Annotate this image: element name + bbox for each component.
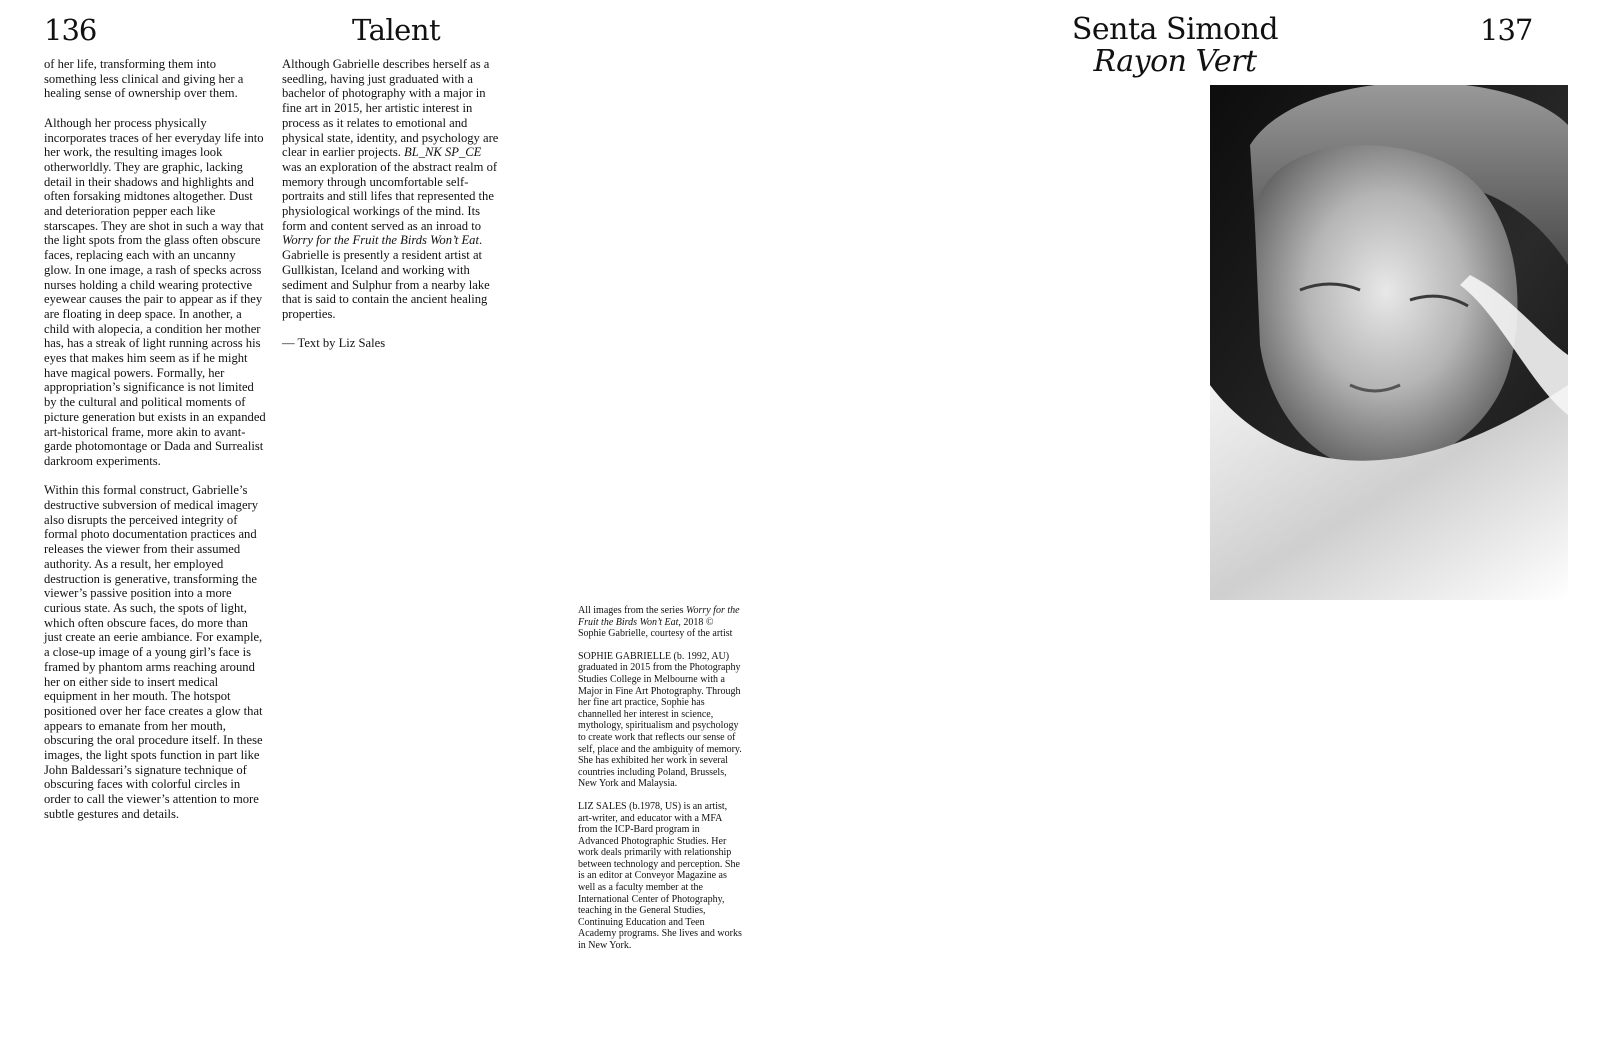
writer-bio: LIZ SALES (b.1978, US) is an artist, art-writer, and educator with a MFA from the ICP-Bard program in Advanced Photographic Studies. Her work deals primarily with relationship between technology and perception. She is an editor at Conveyor Magazine as well as a faculty member at the International Center of Photography, teaching in the General Studies, Continuing Education and Teen Academy programs. She lives and works in New York. (578, 800, 742, 952)
story-subtitle: Rayon Vert (1093, 44, 1257, 79)
body-paragraph: of her life, transforming them into something less clinical and giving her a healing sense of ownership over them. (44, 57, 244, 101)
text-run: Although Gabrielle describes herself as a seedling, having just graduated with a bachelor of photography with a major in fine art in 2015, her artistic interest in process as it relates to emotional and physical state, identity, and psychology are clear in earlier projects. (282, 57, 499, 160)
body-paragraph: Although her process physically incorporates traces of her everyday life into her work, the resulting images look otherworldly. They are graphic, lacking detail in their shadows and highlights and often forsaking midtones altogether. Dust and deterioration pepper each like starscapes. They are shot in such a way that the light spots from the glass often obscure faces, replacing each with an uncanny glow. In one image, a rash of specks across nurses holding a child wearing protective eyewear causes the pair to appear as if they are floating in deep space. In another, a child with alopecia, a condition her mother has, has a streak of light running across his eyes that makes him seem as if he might have magical powers. Formally, her appropriation’s significance is not limited by the cultural and political moments of picture generation but exists in an expanded art-historical frame, more akin to avant-garde photomontage or Dada and Surrealist darkroom experiments. (44, 115, 266, 468)
story-title: Senta Simond (1071, 12, 1279, 47)
portrait-photo (1210, 85, 1568, 600)
body-column-2 (282, 57, 504, 366)
caption-column (578, 605, 742, 963)
text-run: All images from the series (578, 605, 687, 616)
section-title: Talent (352, 13, 441, 47)
project-title: BL_NK SP_CE (404, 145, 482, 160)
portrait-photo-image (1210, 85, 1568, 600)
page-number-left: 136 (44, 13, 97, 47)
series-title: Worry for the Fruit the Birds Won’t Eat (578, 605, 740, 628)
text-run: . Gabrielle is presently a resident artist at Gullkistan, Iceland and working with sediment and Sulphur from a nearby lake that is said to contain the ancient healing properties. (282, 233, 490, 321)
author-credit: — Text by Liz Sales (282, 336, 386, 351)
text-run: , 2018 © Sophie Gabrielle, courtesy of the artist (578, 616, 733, 640)
body-column-1 (44, 57, 266, 836)
body-paragraph: Within this formal construct, Gabrielle’s destructive subversion of medical imagery also disrupts the perceived integrity of formal photo documentation practices and releases the viewer from their assumed authority. As a result, her employed destruction is generative, transforming the viewer’s passive position into a more curious state. As such, the spots of light, which often obscure faces, do more than just create an eerie ambiance. For example, a close-up image of a young girl’s face is framed by phantom arms reaching around her on either side to insert medical equipment in her mouth. The hotspot positioned over her face creates a glow that appears to emanate from her mouth, obscuring the oral procedure itself. In these images, the light spots function in part like John Baldessari’s signature technique of obscuring faces with colorful circles in order to call the viewer’s attention to more subtle gestures and details. (44, 483, 263, 821)
series-title: Worry for the Fruit the Birds Won’t Eat (282, 233, 479, 248)
story-title-block (1060, 14, 1290, 78)
text-run: was an exploration of the abstract realm of memory through uncomfortable self-portraits and still lifes that represented the physiological workings of the mind. Its form and content served as an inroad to (282, 159, 498, 233)
body-paragraph (282, 57, 504, 322)
image-credit (578, 605, 742, 640)
artist-bio: SOPHIE GABRIELLE (b. 1992, AU) graduated in 2015 from the Photography Studies College in Melbourne with a Major in Fine Art Photography. Through her fine art practice, Sophie has channelled her interest in science, mythology, spiritualism and psychology to create work that reflects our sense of self, place and the ambiguity of memory. She has exhibited her work in several countries including Poland, Brussels, New York and Malaysia. (578, 650, 742, 790)
page-number-right: 137 (1480, 13, 1533, 47)
